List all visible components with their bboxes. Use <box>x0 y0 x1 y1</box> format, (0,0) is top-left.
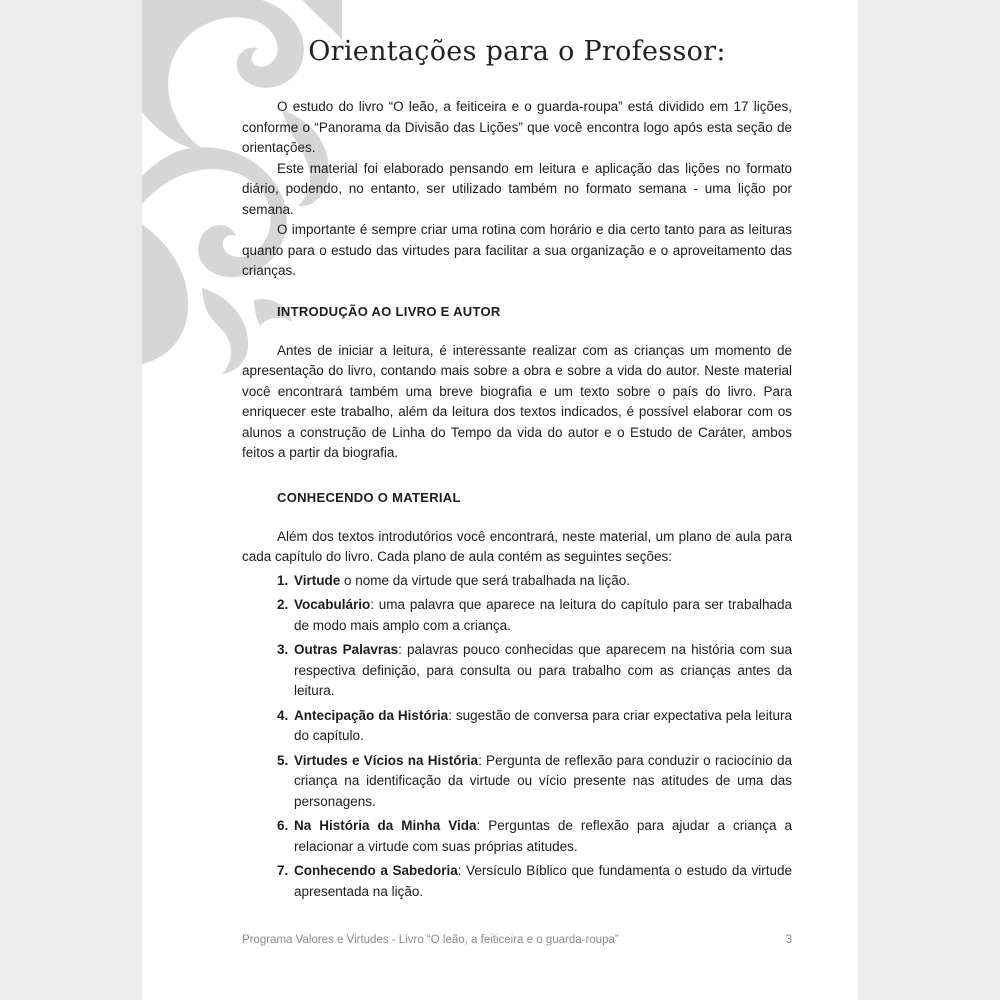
list-item-text: : palavras pouco conhecidas que aparecem na história com sua respectiva definição, para consulta ou para trabalho com as crianças antes da leitura. <box>294 642 792 698</box>
list-item <box>242 706 792 747</box>
intro-paragraph: Este material foi elaborado pensando em leitura e aplicação das lições no formato diário, podendo, no entanto, ser utilizado também no formato semana - uma lição por semana. <box>242 160 792 217</box>
list-item-number: 1. <box>277 572 289 588</box>
section-paragraph-conhecendo: Além dos textos introdutórios você encontrará, neste material, um plano de aula para cada capítulo do livro. Cada plano de aula contém as seguintes seções: <box>242 528 792 564</box>
page-title: Orientações para o Professor: <box>308 36 726 67</box>
list-item-text: : Versículo Bíblico que fundamenta o estudo da virtude apresentada na lição. <box>294 863 792 899</box>
page-content <box>242 30 792 906</box>
list-item <box>242 571 792 592</box>
intro-paragraph: O importante é sempre criar uma rotina com horário e dia certo tanto para as leituras quanto para o estudo das virtudes para facilitar a sua organização e o aproveitamento das crianças. <box>242 222 792 278</box>
list-item-text: : sugestão de conversa para criar expectativa pela leitura do capítulo. <box>294 707 792 743</box>
section-paragraph-introducao: Antes de iniciar a leitura, é interessante realizar com as crianças um momento de apresentação do livro, contando mais sobre a obra e sobre a vida do autor. Neste material você encontrará também uma breve biografia e um texto sobre o país do livro. Para enriquecer este trabalho, além da leitura dos textos indicados, é possível elaborar com os alunos a construção de Linha do Tempo da vida do autor e o Estudo de Caráter, ambos feitos a partir da biografia. <box>242 342 792 460</box>
list-item-text: : uma palavra que aparece na leitura do capítulo para ser trabalhada de modo mais amplo com a criança. <box>294 597 792 633</box>
section-heading-introducao: INTRODUÇÃO AO LIVRO E AUTOR <box>277 303 501 319</box>
document-page <box>142 0 858 1000</box>
list-item-term: Virtude <box>294 572 341 588</box>
section-heading-conhecendo: CONHECENDO O MATERIAL <box>277 489 461 505</box>
list-item-term: Vocabulário <box>294 597 371 612</box>
list-item-text: : Perguntas de reflexão para ajudar a criança a relacionar a virtude com suas próprias atitudes. <box>294 818 792 854</box>
list-item <box>242 595 792 636</box>
list-item-text: : Pergunta de reflexão para conduzir o raciocínio da criança na identificação da virtude ou vício presente nas atitudes de uma das personagens. <box>294 752 792 809</box>
list-item <box>242 640 792 702</box>
list-item-number: 7. <box>277 863 289 878</box>
list-item-term: Outras Palavras <box>294 642 399 657</box>
footer-text: Programa Valores e Virtudes - Livro “O leão, a feiticeira e o guarda-roupa” <box>242 934 619 946</box>
list-item-number: 3. <box>277 642 289 657</box>
list-item <box>242 861 792 902</box>
list-item <box>242 751 792 813</box>
list-item-number: 4. <box>277 707 289 723</box>
list-item-term: Conhecendo a Sabedoria <box>294 863 458 878</box>
list-item-text: o nome da virtude que será trabalhada na lição. <box>340 572 630 588</box>
list-item-number: 6. <box>277 818 289 833</box>
list-item <box>242 816 792 857</box>
list-item-term: Na História da Minha Vida <box>294 818 477 833</box>
lesson-sections-list <box>242 571 792 903</box>
list-item-number: 2. <box>277 597 289 612</box>
page-number: 3 <box>785 934 792 946</box>
list-item-term: Virtudes e Vícios na História <box>294 752 479 768</box>
list-item-term: Antecipação da História <box>294 707 449 723</box>
intro-paragraph: O estudo do livro “O leão, a feiticeira e o guarda-roupa” está dividido em 17 lições, conforme o “Panorama da Divisão das Lições” que você encontra logo após esta seção de orientações. <box>242 99 792 155</box>
list-item-number: 5. <box>277 752 289 768</box>
page-footer <box>242 934 792 946</box>
